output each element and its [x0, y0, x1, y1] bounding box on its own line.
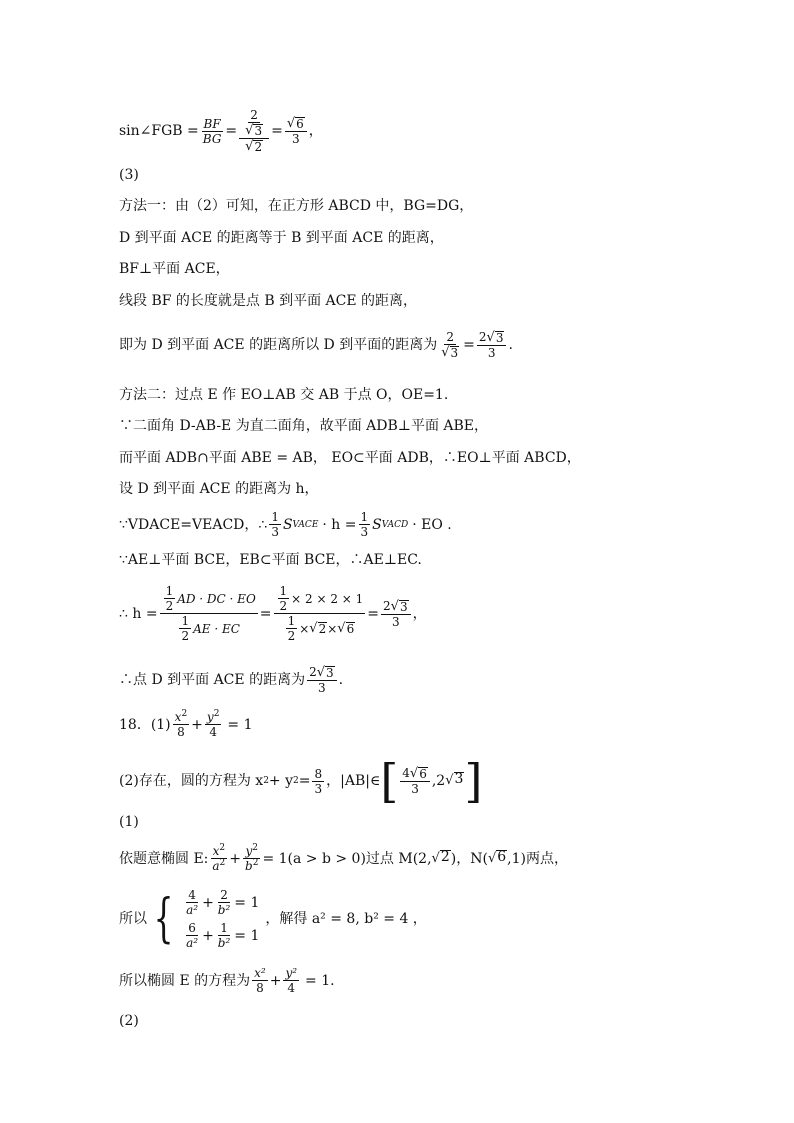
sqrt: √ 6: [409, 766, 427, 781]
exp: 2: [219, 843, 226, 853]
numerator: 2: [446, 330, 454, 344]
distance-result-line: [119, 330, 513, 360]
var: x: [212, 844, 220, 858]
denominator: [243, 139, 265, 154]
text: AE · EC: [193, 621, 240, 636]
plus: +: [202, 894, 214, 911]
numerator: 1: [271, 510, 279, 524]
denominator: [210, 859, 227, 873]
h-calculation: [119, 584, 427, 643]
denominator: 4: [209, 725, 217, 739]
coef: 2: [309, 665, 317, 679]
exp: 2: [252, 843, 258, 853]
sqrt: √ 3: [445, 771, 464, 788]
sqrt: √ 6: [487, 848, 507, 866]
denominator: 3: [318, 681, 326, 695]
text-line: ∵二面角 D-AB-E 为直二面角，故平面 ADB⊥平面 ABE，: [119, 418, 489, 434]
big-fraction: [160, 584, 258, 643]
numerator: [477, 330, 507, 346]
text: = 1: [227, 716, 253, 733]
exp: 2: [213, 709, 220, 719]
text: (2)存在，圆的方程为 x: [119, 773, 264, 789]
text: = 1(a > b > 0)过点 M: [262, 850, 413, 867]
radicand: 2: [254, 140, 263, 154]
numerator: [285, 116, 307, 132]
punct: ，: [412, 605, 427, 622]
numerator: 1: [287, 614, 296, 628]
sqrt: √ 3: [316, 665, 334, 680]
text: ,1)两点，: [507, 850, 568, 867]
numerator: [160, 584, 258, 614]
text: × 2 × 2 × 1: [291, 591, 364, 606]
denominator: [243, 123, 265, 138]
punct: .: [338, 672, 344, 688]
denominator: 3: [392, 614, 400, 629]
right-bracket: ]: [464, 754, 483, 808]
ellipse-condition: [119, 844, 568, 873]
radicand: 3: [495, 331, 504, 345]
coef: 2: [383, 598, 391, 613]
text: =: [298, 773, 311, 789]
text-line: ∵AE⊥平面 BCE，EB⊂平面 BCE，∴AE⊥EC.: [119, 552, 422, 568]
numerator: 1: [279, 584, 288, 598]
text: · h =: [322, 516, 357, 533]
q18-answer-1: [119, 710, 253, 739]
fraction: [307, 665, 337, 695]
half: [164, 584, 176, 613]
exp: 2: [219, 858, 226, 868]
var: a: [212, 859, 220, 873]
fraction: [184, 921, 200, 950]
numerator: 4: [188, 888, 196, 902]
numerator: [400, 766, 430, 782]
fraction: [477, 330, 507, 360]
text: ×: [327, 621, 338, 636]
fraction: [439, 330, 461, 360]
plus: +: [269, 972, 282, 989]
denominator: [175, 614, 241, 643]
denominator: b²: [217, 903, 231, 917]
system-row: [182, 888, 259, 917]
denominator: a²: [186, 903, 199, 917]
numerator: 1: [181, 614, 190, 628]
plus: +: [229, 850, 242, 867]
sqrt: √ 6: [337, 620, 355, 636]
radicand: 6: [497, 848, 507, 865]
fraction: [243, 844, 260, 873]
text: = 1: [234, 894, 260, 911]
text: 所以椭圆 E 的方程为: [119, 972, 251, 989]
denominator: b²: [217, 936, 231, 950]
numerator: 2: [250, 108, 258, 122]
equals: =: [259, 605, 272, 622]
numerator: [381, 599, 411, 615]
text: = 1: [234, 927, 260, 944]
fraction: [210, 844, 227, 873]
text: ，解得 a² = 8, b² = 4 ，: [265, 911, 427, 927]
equation-system: [119, 888, 427, 950]
text: 即为 D 到平面 ACE 的距离所以 D 到平面的距离为: [119, 337, 438, 353]
sqrt: √ 3: [441, 345, 459, 360]
denominator: [282, 614, 358, 643]
text-line: 设 D 到平面 ACE 的距离为 h，: [119, 481, 319, 497]
final-distance-line: [119, 665, 343, 695]
fraction: [312, 767, 324, 796]
text: 所以: [119, 911, 147, 927]
numerator: [274, 584, 366, 614]
denominator: 2: [181, 629, 190, 643]
q18-answer-2: (2)存在，圆的方程为 x 2 + y 2 = $\frac{8}{3}$ ，|AB|∈ [ 4 √ 6 3 ,2 √ 3 ]: [119, 754, 483, 808]
fraction: [216, 921, 233, 950]
fraction: [205, 710, 222, 739]
s-symbol: S: [282, 516, 293, 533]
denominator: [243, 859, 260, 873]
denominator: 3: [314, 781, 323, 796]
radicand: 6: [296, 117, 304, 131]
fraction: [283, 966, 299, 995]
method-2-line: 方法二：过点 E 作 EO⊥AB 交 AB 于点 O，OE=1.: [119, 387, 449, 403]
fraction: [285, 116, 307, 146]
numerator: y²: [285, 966, 298, 980]
sqrt: √ 3: [486, 330, 504, 345]
numerator: x²: [254, 966, 266, 980]
fraction: [252, 966, 268, 995]
numerator: [211, 844, 228, 859]
plus: +: [191, 716, 203, 733]
text-line: D 到平面 ACE 的距离等于 B 到平面 ACE 的距离，: [119, 230, 444, 246]
inner-fraction: [243, 108, 265, 138]
var: y: [245, 844, 253, 858]
text: + y: [268, 773, 294, 789]
radicand: 3: [326, 666, 334, 680]
denominator: 2: [287, 629, 296, 643]
numerator: 8: [314, 766, 323, 781]
formula-text: sin∠FGB =: [119, 123, 199, 139]
text: · EO .: [412, 516, 452, 533]
nested-fraction: [239, 108, 269, 154]
numerator: [239, 108, 269, 139]
equals: =: [367, 605, 380, 622]
text: )，N: [450, 850, 483, 867]
sqrt: √ 3: [390, 598, 408, 614]
punct: ，: [308, 123, 323, 139]
radicand: 3: [254, 124, 263, 138]
left-bracket: [: [380, 754, 399, 808]
system-row: [182, 921, 259, 950]
radicand: 6: [419, 767, 427, 781]
sqrt: √ 2: [245, 139, 263, 154]
denominator: 3: [487, 346, 496, 360]
part-1-label: (1): [119, 814, 139, 830]
denominator: 3: [291, 132, 300, 146]
radicand: 2: [440, 848, 450, 865]
denominator: [439, 345, 461, 360]
var: b: [245, 859, 253, 873]
sqrt: √ 2: [431, 848, 450, 866]
plus: +: [202, 927, 214, 944]
radicand: 3: [399, 599, 408, 614]
exp: 2: [181, 709, 188, 719]
fraction: [400, 766, 430, 796]
sqrt: √ 2: [309, 620, 327, 636]
fraction: [381, 599, 411, 629]
equals: =: [463, 337, 475, 353]
text-line: BF⊥平面 ACE，: [119, 261, 230, 277]
text: ∴点 D 到平面 ACE 的距离为: [119, 672, 306, 688]
radicand: 3: [450, 346, 459, 360]
denominator: 3: [411, 782, 419, 796]
equals: =: [271, 123, 283, 139]
radicand: 6: [346, 621, 355, 636]
text: ∴ h =: [119, 605, 158, 622]
numerator: 2: [220, 888, 228, 902]
numerator: [243, 844, 260, 859]
fraction: [173, 710, 190, 739]
half: [278, 584, 290, 613]
numerator: 1: [360, 510, 369, 524]
denominator: 8: [177, 725, 185, 739]
fraction: [359, 510, 371, 539]
punct: .: [508, 337, 513, 353]
denominator: BG: [202, 131, 222, 146]
numerator: 1: [165, 584, 174, 598]
fraction: [216, 888, 233, 917]
denominator: 2: [165, 599, 174, 613]
numerator: BF: [203, 116, 221, 131]
text: ,2: [431, 773, 446, 789]
half: [179, 614, 191, 643]
denominator: 8: [256, 981, 264, 995]
half: [286, 614, 298, 643]
numerator: [307, 665, 337, 681]
part-2-label: (2): [119, 1013, 139, 1029]
text-line: 线段 BF 的长度就是点 B 到平面 ACE 的距离，: [119, 293, 418, 309]
text-line: 而平面 ADB∩平面 ABE = AB， EO⊂平面 ADB，∴EO⊥平面 ABCD，: [119, 450, 581, 466]
big-fraction: [274, 584, 366, 643]
text: 18．(1): [119, 716, 171, 733]
fraction: [184, 888, 200, 917]
text: ∵VDACE=VEACD，∴: [119, 516, 268, 533]
denominator: 4: [287, 981, 296, 995]
ellipse-equation-line: [119, 966, 335, 995]
coef: 2: [478, 330, 487, 344]
denominator: a²: [186, 936, 199, 950]
numerator: [173, 710, 190, 725]
sin-fgb-formula: [119, 108, 323, 154]
s-symbol: S: [372, 516, 382, 533]
equals: =: [225, 123, 238, 139]
volume-equation: ∵VDACE=VEACD，∴ $\frac{1}{3}$ S VACE · h = $\frac{1}{3}$ S VACD · EO .: [119, 510, 452, 539]
text: 依题意椭圆 E:: [119, 850, 209, 867]
denominator: 2: [279, 599, 288, 613]
sqrt: √ 3: [245, 123, 263, 138]
text: (2,: [412, 850, 432, 867]
denominator: 3: [360, 525, 369, 539]
text: ×: [299, 621, 310, 636]
radicand: 2: [318, 621, 327, 636]
numerator: 1: [220, 921, 228, 935]
denominator: 3: [271, 525, 279, 539]
exp: 2: [252, 858, 259, 868]
left-brace: {: [153, 889, 174, 949]
fraction: [201, 117, 224, 146]
fraction: [269, 510, 281, 539]
radicand: 3: [454, 771, 464, 787]
sqrt: √ 6: [286, 116, 304, 131]
var: x: [174, 710, 182, 724]
numerator: [205, 710, 222, 725]
method-1-line: 方法一：由（2）可知，在正方形 ABCD 中，BG=DG，: [119, 198, 474, 214]
text: = 1.: [305, 972, 335, 989]
system-rows: [182, 888, 259, 950]
numerator: 6: [188, 921, 196, 935]
var: y: [206, 710, 214, 724]
part-3-label: (3): [119, 167, 139, 183]
text: (: [482, 850, 488, 867]
coef: 4: [402, 766, 410, 780]
text: AD · DC · EO: [177, 591, 256, 606]
text: ，|AB|∈: [326, 773, 381, 789]
